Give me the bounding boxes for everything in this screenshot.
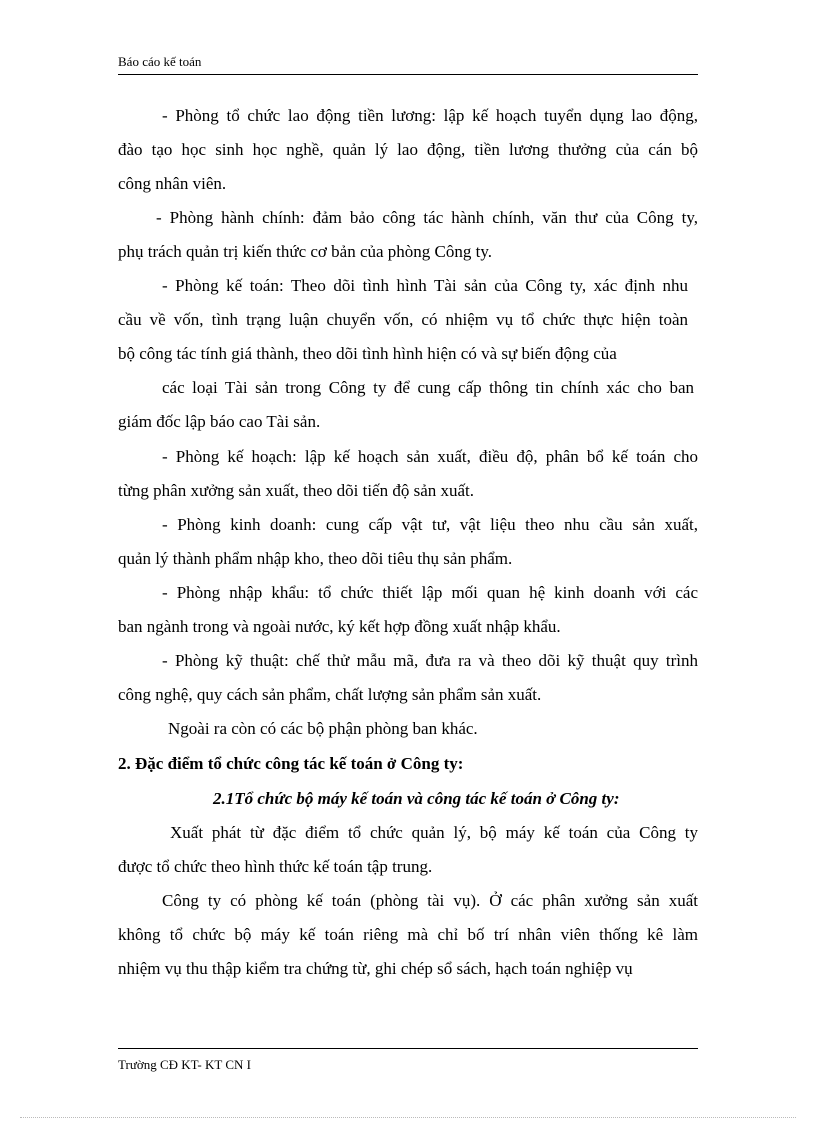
section-heading: 2. Đặc điểm tổ chức công tác kế toán ở Công ty: <box>118 754 464 773</box>
text-line: - Phòng hành chính: đảm bảo công tác hành chính, văn thư của Công ty, <box>156 208 698 227</box>
text-line: - Phòng tổ chức lao động tiền lương: lập kế hoạch tuyển dụng lao động, <box>162 106 698 125</box>
text-line: giám đốc lập báo cao Tài sản. <box>118 412 321 431</box>
text-line: - Phòng nhập khẩu: tổ chức thiết lập mối quan hệ kinh doanh với các <box>162 583 698 602</box>
text-line: bộ công tác tính giá thành, theo dõi tình hình hiện có và sự biến động của <box>118 344 617 363</box>
text-line: - Phòng kỹ thuật: chế thử mẫu mã, đưa ra và theo dõi kỹ thuật quy trình <box>162 651 698 670</box>
page-header <box>118 52 698 75</box>
text-line: phụ trách quản trị kiến thức cơ bản của phòng Công ty. <box>118 242 493 261</box>
text-line: ban ngành trong và ngoài nước, ký kết hợp đồng xuất nhập khẩu. <box>118 617 561 636</box>
text-line: công nhân viên. <box>118 174 227 193</box>
text-line: không tổ chức bộ máy kế toán riêng mà chỉ bố trí nhân viên thống kê làm <box>118 925 698 944</box>
subsection-heading: 2.1Tổ chức bộ máy kế toán và công tác kế toán ở Công ty: <box>213 789 620 808</box>
text-line: từng phân xưởng sản xuất, theo dõi tiến độ sản xuất. <box>118 481 475 500</box>
header-title: Báo cáo kế toán <box>118 54 202 69</box>
text-line: Xuất phát từ đặc điểm tổ chức quản lý, bộ máy kế toán của Công ty <box>170 823 698 842</box>
text-line: được tổ chức theo hình thức kế toán tập trung. <box>118 857 433 876</box>
footer-text: Trường CĐ KT- KT CN I <box>118 1057 251 1072</box>
text-line: - Phòng kế hoạch: lập kế hoạch sản xuất, điều độ, phân bổ kế toán cho <box>162 447 698 466</box>
text-line: - Phòng kinh doanh: cung cấp vật tư, vật liệu theo nhu cầu sản xuất, <box>162 515 698 534</box>
text-line: - Phòng kế toán: Theo dõi tình hình Tài sản của Công ty, xác định nhu <box>162 276 688 295</box>
text-line: nhiệm vụ thu thập kiểm tra chứng từ, ghi chép sổ sách, hạch toán nghiệp vụ <box>118 959 633 978</box>
page-footer <box>118 1048 698 1072</box>
text-line: cầu về vốn, tình trạng luận chuyển vốn, có nhiệm vụ tổ chức thực hiện toàn <box>118 310 688 329</box>
text-line: Công ty có phòng kế toán (phòng tài vụ). Ở các phân xưởng sản xuất <box>162 891 698 910</box>
text-line: quản lý thành phẩm nhập kho, theo dõi tiêu thụ sản phẩm. <box>118 549 513 568</box>
page-edge-divider <box>20 1117 796 1118</box>
text-line: công nghệ, quy cách sản phẩm, chất lượng sản phẩm sản xuất. <box>118 685 542 704</box>
text-line: Ngoài ra còn có các bộ phận phòng ban khác. <box>168 719 478 738</box>
text-line: các loại Tài sản trong Công ty để cung cấp thông tin chính xác cho ban <box>162 378 694 397</box>
text-line: đào tạo học sinh học nghề, quản lý lao động, tiền lương thưởng của cán bộ <box>118 140 698 159</box>
